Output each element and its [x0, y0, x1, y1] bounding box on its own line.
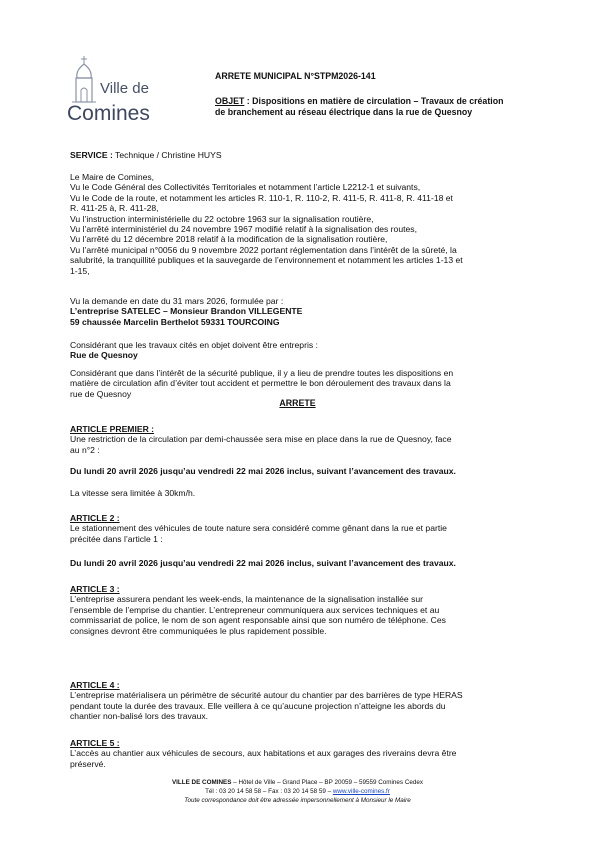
- visa-line: Le Maire de Comines,: [70, 172, 155, 182]
- article-3: [70, 584, 530, 636]
- footer-note: Toute correspondance doit être adressée impersonnellement à Monsieur le Maire: [184, 797, 411, 804]
- article-line: chantier non-balisé lors des travaux.: [70, 711, 209, 722]
- objet-paragraph: [215, 96, 515, 119]
- article-2-dates: Du lundi 20 avril 2026 jusqu’au vendredi 22 mai 2026 inclus, suivant l’avancement des travaux.: [70, 558, 456, 568]
- service-line: [70, 150, 530, 160]
- service-value: Technique / Christine HUYS: [112, 150, 222, 160]
- article-line: pendant toute la durée des travaux. Elle veillera à ce qu’aucune projection n’atteigne les abords du: [70, 700, 446, 711]
- footer-website-link[interactable]: www.ville-comines.fr: [332, 788, 390, 795]
- considerant-safety: [70, 368, 530, 399]
- visa-line: Vu l’arrêté municipal n°0056 du 9 novembre 2022 portant réglementation dans l’intérêt de la sûreté, la: [70, 244, 457, 255]
- visas-block: [70, 172, 530, 276]
- article-1: [70, 424, 530, 455]
- decree-number: ARRETE MUNICIPAL N°STPM2026-141: [215, 71, 376, 81]
- article-5: [70, 738, 530, 769]
- visa-line: salubrité, la tranquillité publiques et la sauvegarde de l’environnement et notamment les articles 1-13 et: [70, 255, 463, 266]
- city-logo: [62, 50, 180, 128]
- article-line: Le stationnement des véhicules de toute nature sera considéré comme gênant dans la rue et partie: [70, 523, 447, 534]
- considerant-street: Rue de Quesnoy: [70, 350, 138, 361]
- article-line: préservé.: [70, 758, 106, 769]
- article-1-dates: Du lundi 20 avril 2026 jusqu’au vendredi 22 mai 2026 inclus, suivant l’avancement des travaux.: [70, 466, 456, 476]
- considerant-line: matière de circulation afin d’éviter tout accident et permettre le bon déroulement des travaux dans la: [70, 378, 451, 389]
- logo-comines-text: Comines: [67, 102, 150, 125]
- article-line: L’accès au chantier aux véhicules de secours, aux habitations et aux garages des riverains devra être: [70, 748, 457, 759]
- article-title: ARTICLE 2 :: [70, 513, 120, 523]
- service-label: SERVICE :: [70, 150, 113, 160]
- considerant-line: Considérant que dans l’intérêt de la sécurité publique, il y a lieu de prendre toutes les dispositions en: [70, 368, 454, 378]
- visa-line: R. 411-25 à, R. 411-28,: [70, 203, 159, 214]
- article-line: Une restriction de la circulation par demi-chaussée sera mise en place dans la rue de Quesnoy, face: [70, 434, 452, 445]
- visa-line: 1-15,: [70, 265, 90, 276]
- article-line: L’entreprise matérialisera un périmètre de sécurité autour du chantier par des barrières de type HERAS: [70, 690, 463, 701]
- article-line: au n°2 :: [70, 444, 100, 455]
- article-line: l’ensemble de l’emprise du chantier. L’entrepreneur communiquera aux services techniques et au: [70, 604, 440, 615]
- footer-phone-fax: Tél : 03 20 14 58 58 – Fax : 03 20 14 58 59 –: [205, 788, 333, 795]
- page-footer: [0, 778, 595, 805]
- visa-line: Vu l’instruction interministérielle du 22 octobre 1963 sur la signalisation routière,: [70, 213, 374, 224]
- article-line: commissariat de police, le nom de son agent responsable ainsi que son numéro de téléphone. Ces: [70, 615, 446, 626]
- article-title: ARTICLE 5 :: [70, 738, 120, 748]
- demande-company: L’entreprise SATELEC – Monsieur Brandon VILLEGENTE: [70, 306, 303, 317]
- footer-address: [0, 778, 595, 787]
- article-line: consignes devront être communiquées le plus rapidement possible.: [70, 625, 327, 636]
- article-line: précitée dans l’article 1 :: [70, 533, 163, 544]
- article-1-speed: La vitesse sera limitée à 30km/h.: [70, 488, 196, 498]
- article-title: ARTICLE 4 :: [70, 680, 120, 690]
- considerant-text: Considérant que les travaux cités en objet doivent être entrepris :: [70, 340, 318, 350]
- article-4: [70, 680, 530, 722]
- arrete-heading: ARRETE: [279, 398, 316, 408]
- considerant-works: [70, 340, 530, 361]
- visa-line: Vu l’arrêté du 12 décembre 2018 relatif à la modification de la signalisation routière,: [70, 234, 388, 245]
- footer-contact: [0, 787, 595, 796]
- visa-line: Vu le Code de la route, et notamment les articles R. 110-1, R. 110-2, R. 411-5, R. 411-8, R. 411-18 et: [70, 192, 453, 203]
- considerant-line: rue de Quesnoy: [70, 388, 132, 399]
- demande-block: [70, 296, 530, 327]
- article-title: ARTICLE PREMIER :: [70, 424, 155, 434]
- visa-line: Vu l’arrêté interministériel du 24 novembre 1967 modifié relatif à la signalisation des routes,: [70, 224, 417, 235]
- objet-label: OBJET: [215, 96, 245, 106]
- footer-address-text: – Hôtel de Ville – Grand Place – BP 20059 – 59559 Comines Cedex: [231, 779, 424, 786]
- visa-line: Vu le Code Général des Collectivités Territoriales et notamment l’article L2212-1 et suivants,: [70, 182, 421, 193]
- article-title: ARTICLE 3 :: [70, 584, 120, 594]
- article-line: L’entreprise assurera pendant les week-ends, la maintenance de la signalisation installée sur: [70, 594, 424, 605]
- objet-text: : Dispositions en matière de circulation – Travaux de création de branchement au réseau électrique dans la rue de Quesnoy: [215, 96, 504, 118]
- demande-address: 59 chaussée Marcelin Berthelot 59331 TOURCOING: [70, 316, 280, 327]
- footer-city: VILLE DE COMINES: [171, 779, 232, 786]
- logo-ville-text: Ville de: [100, 80, 149, 97]
- demande-intro: Vu la demande en date du 31 mars 2026, formulée par :: [70, 296, 284, 306]
- article-2: [70, 513, 530, 544]
